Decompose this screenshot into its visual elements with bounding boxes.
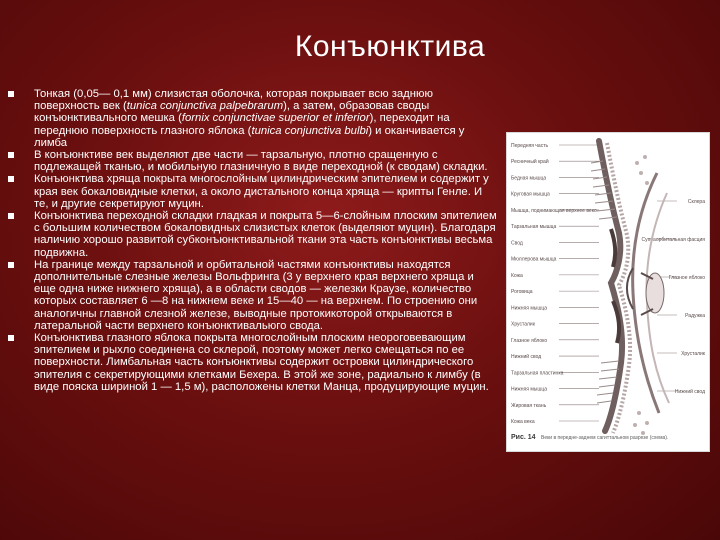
figure-label: Радужка [685,313,705,319]
bullet-item [8,149,498,173]
latin-term: tunica conjunctiva bulbi [251,124,369,137]
bullet-text: На границе между тарзальной и орбитальной частями конъюнктивы находятся дополнительные слезные железы Вольфринга (3 у верхнего края верхнего хряща и еще одна ниже нижнего хряща), а в области сводов — железки Краузе, количество которых составляет 6 —8 на нижнем веке и 15—40 — на верхнем. По строению они аналогичны главной слезной железе, выводные протокикоторой открываются в латеральной части верхнего конъюнктивальюго свода. [34,258,478,332]
bullet-list [8,88,498,393]
bullet-square-icon [8,262,14,268]
figure-label: Склера [687,199,705,205]
figure-label: Тарзальная мышца [511,224,557,231]
bullet-text: Конъюнктива хряща покрыта многослойным цилиндрическим эпителием и содержит у края век бокаловидные клетки, а около дистального конца хряща — крипты Генле. И те, и другие секретируют муцин. [34,173,489,210]
latin-term: fornix conjunctivae superior et inferior [181,112,370,125]
figure-label: Нижняя мышца [511,386,548,393]
slide-title: Конъюнктива [294,30,486,63]
bullet-item [8,173,498,210]
figure-label: Тарзальная пластинка [511,370,564,377]
bullet-text: ), переходит на переднюю поверхность глазного яблока ( [34,112,450,137]
bullet-item [8,210,498,259]
eyelid-section-diagram [507,133,709,451]
figure-label: Глазное яблоко [511,337,548,344]
bullet-square-icon [8,335,14,341]
bullet-item [8,88,498,149]
bullet-item [8,332,498,393]
figure-label: Кожа [511,272,523,279]
figure-label: Кожа века [511,419,535,425]
bullet-square-icon [8,176,14,182]
figure-label: Мюллерова мышца [511,256,557,263]
figure-label: Нижний свод [511,354,542,361]
figure-label: Бедная мышца [511,175,547,182]
figure-label: Жировая ткань [511,402,547,409]
anatomy-figure [506,132,710,452]
figure-label: Передняя часть [511,143,549,149]
figure-label: Хрусталик [511,321,535,328]
bullet-square-icon [8,91,14,97]
bullet-text: Конъюнктива глазного яблока покрыта многослойным плоским неороговевающим эпителием и рыхло соединена со склерой, поэтому может легко смещаться по ее поверхности. Лимбальная часть конъюнктивы содержит островки цилиндрического эпителия с секретирующими клетками Бехера. В этой же зоне, радиально к лимбу (в виде пояска шириной 1 — 1,5 м), расположены клетки Манца, продуцирующие муцин. [34,332,489,393]
figure-label: Роговица [511,289,533,296]
bullet-text: Тонкая (0,05— 0,1 мм) слизистая оболочка, которая покрывает всю заднюю поверхность век ( [34,88,433,113]
bullet-square-icon [8,152,14,158]
figure-label: Мышца, поднимающая верхнее веко [511,207,597,214]
figure-label: Круговая мышца [511,191,550,198]
bullet-text: В конъюнктиве век выделяют две части — тарзальную, плотно сращенную с подлежащей тканью, и мобильную глазничную в виде переходной (к сводам) складки. [34,149,488,174]
figure-labels-left [511,143,599,425]
bullet-square-icon [8,213,14,219]
bullet-item [8,259,498,332]
figure-label: Ресничный край [511,159,549,166]
figure-caption-text: Веки в передне-заднем сагиттальном разрезе (схема). [541,435,669,441]
figure-caption-label: Рис. 14 [511,434,536,441]
bullet-text: ) и оканчивается у лимба [34,124,465,149]
figure-label: Свод [511,240,523,247]
figure-label: Хрусталик [681,351,705,357]
bullet-text: ), а затем, образовав своды конъюнктивального мешка ( [34,100,430,125]
figure-label: Нижний свод [674,389,705,395]
latin-term: tunica conjunctiva palpebrarum [126,100,284,113]
figure-label: Глазное яблоко [668,275,705,281]
figure-label: Супраорбитальная фасция [641,237,705,243]
figure-label: Нижняя мышца [511,305,548,312]
bullet-text: Конъюнктива переходной складки гладкая и покрыта 5—6-слойным плоским эпителием с большим количеством бокаловидных слизистых клеток (выделяют муцин). Благодаря наличию хорошо развитой субконъюнктивальной ткани эта часть конъюнктивы весьма подвижна. [34,210,497,259]
